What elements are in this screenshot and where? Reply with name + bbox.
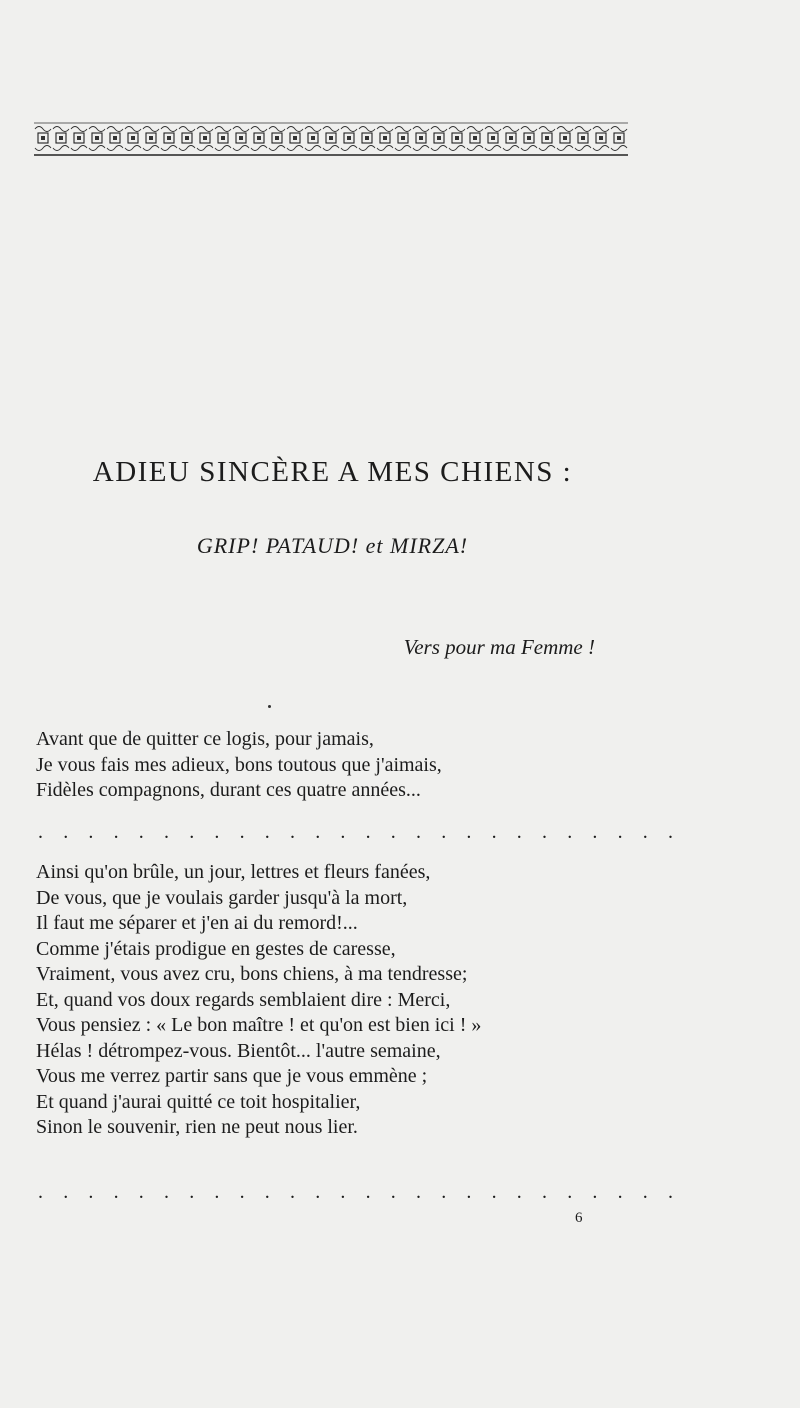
ornament-tile [521, 127, 537, 151]
ornament-tile [539, 127, 555, 151]
stanza-2 [36, 860, 596, 1141]
verse-line: Hélas ! détrompez-vous. Bientôt... l'autre semaine, [36, 1039, 441, 1062]
verse-line: Avant que de quitter ce logis, pour jamais, [36, 728, 374, 750]
poem-dedication: Vers pour ma Femme ! [403, 635, 595, 659]
ornament-tile [593, 127, 609, 151]
ornament-tile [431, 127, 447, 151]
ornament-tile [35, 127, 51, 151]
poem-subtitle: GRIP! PATAUD! et MIRZA! [196, 533, 469, 558]
ornament-tile [89, 127, 105, 151]
ornament-tile [53, 127, 69, 151]
ornament-tile [233, 127, 249, 151]
ornament-tile [125, 127, 141, 151]
ornament-tile [377, 127, 393, 151]
ornament-tile [557, 127, 573, 151]
verse-line: Ainsi qu'on brûle, un jour, lettres et fleurs fanées, [36, 861, 431, 883]
ornament-tile [143, 127, 159, 151]
ellipsis-separator: . . . . . . . . . . . . . . . . . . . . . . . . . . [38, 1181, 681, 1203]
ornament-tile [71, 127, 87, 151]
decorative-border-ornament [34, 120, 628, 158]
verse-line: Il faut me séparer et j'en ai du remord!... [36, 912, 358, 934]
ornament-tile [449, 127, 465, 151]
verse-line: Vous me verrez partir sans que je vous emmène ; [36, 1065, 428, 1087]
verse-line: Vraiment, vous avez cru, bons chiens, à ma tendresse; [36, 963, 468, 985]
ornament-tile [269, 127, 285, 151]
verse-line: Sinon le souvenir, rien ne peut nous lier. [36, 1116, 358, 1138]
verse-line: Et quand j'aurai quitté ce toit hospitalier, [36, 1090, 361, 1113]
verse-line: Je vous fais mes adieux, bons toutous que j'aimais, [36, 753, 442, 776]
ornament-tile [287, 127, 303, 151]
ornament-tile [485, 127, 501, 151]
ornament-tile [251, 127, 267, 151]
ornament-tile [323, 127, 339, 151]
stanza-1 [36, 727, 596, 804]
ellipsis-separator: . . . . . . . . . . . . . . . . . . . . . . . . . . [38, 821, 681, 843]
ornament-tile [107, 127, 123, 151]
poem-title: ADIEU SINCÈRE A MES CHIENS : [92, 456, 573, 488]
ornament-tile [359, 127, 375, 151]
ornament-tile [467, 127, 483, 151]
ornament-tile [341, 127, 357, 151]
ornament-tile [179, 127, 195, 151]
ornament-tile [305, 127, 321, 151]
verse-line: Comme j'étais prodigue en gestes de caresse, [36, 937, 396, 960]
paper-speck [268, 705, 271, 708]
ornament-tile [215, 127, 231, 151]
ornament-tile [161, 127, 177, 151]
verse-line: Fidèles compagnons, durant ces quatre années... [36, 779, 421, 801]
verse-line: Vous pensiez : « Le bon maître ! et qu'on est bien ici ! » [36, 1014, 482, 1036]
ornament-tile [611, 127, 627, 151]
verse-line: De vous, que je voulais garder jusqu'à la mort, [36, 886, 408, 909]
ornament-tile [413, 127, 429, 151]
verse-line: Et, quand vos doux regards semblaient dire : Merci, [36, 988, 451, 1011]
page-number: 6 [575, 1210, 583, 1226]
ornament-tile [503, 127, 519, 151]
ornament-tile [197, 127, 213, 151]
ornament-tile [575, 127, 591, 151]
ornament-tile [395, 127, 411, 151]
